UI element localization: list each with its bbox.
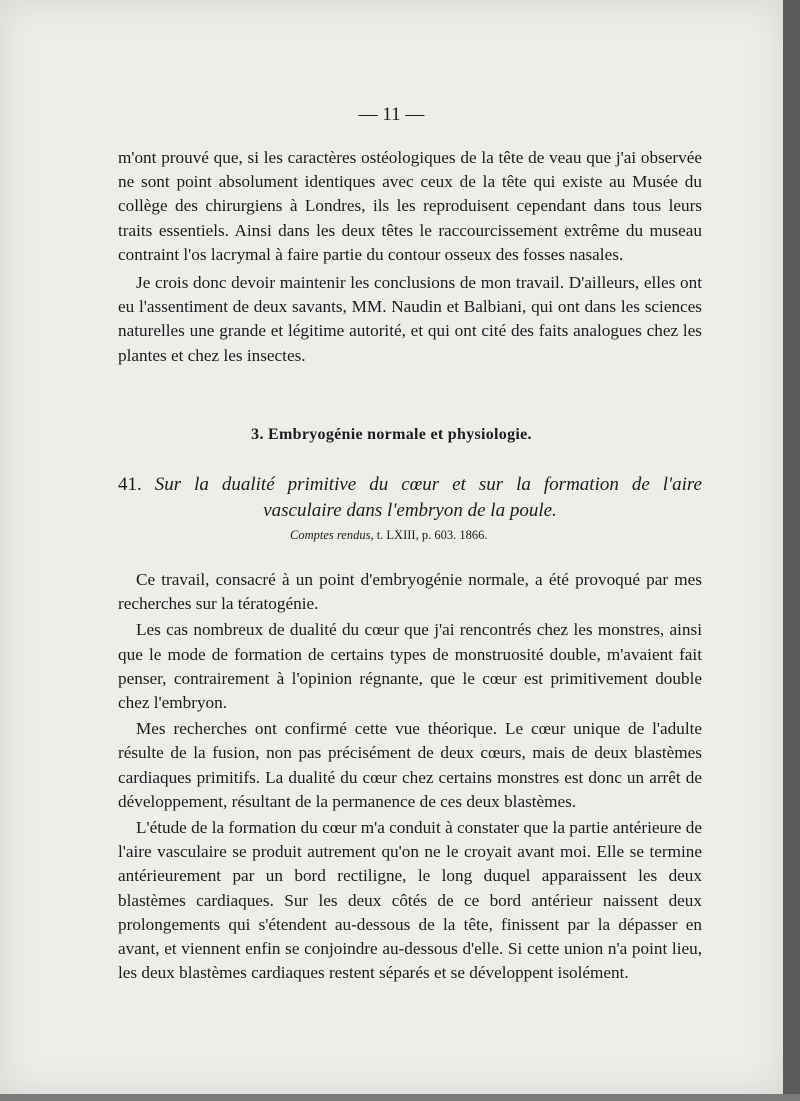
text-block-top bbox=[118, 146, 702, 368]
entry-title-line-2: vasculaire dans l'embryon de la poule. bbox=[263, 500, 557, 521]
section-title: 3. Embryogénie normale et physiologie. bbox=[251, 426, 532, 443]
page-edge-bottom bbox=[0, 1094, 800, 1101]
page-edge-right bbox=[783, 0, 800, 1101]
reference bbox=[290, 528, 487, 543]
paragraph-4: Les cas nombreux de dualité du cœur que j'ai rencontrés chez les monstres, ainsi que le mode de formation de certains types de monstruosité double, m'avaient fait penser, contrairement à l'opinion régnante, que le cœur est primitivement double chez l'embryon. bbox=[118, 620, 702, 713]
paragraph-6: L'étude de la formation du cœur m'a conduit à constater que la partie antérieure de l'aire vasculaire se produit autrement qu'on ne le croyait avant moi. Elle se termine antérieurement par un bord rectiligne, le long duquel apparaissent les deux blastèmes cardiaques. Sur les deux côtés de ce bord antérieur naissent deux prolongements qui s'étendent au-dessous de la tête, finissent par la dépasser en avant, et viennent enfin se conjoindre au-dessous d'elle. Si cette union n'a point lieu, les deux blastèmes cardiaques restent séparés et se développent isolément. bbox=[118, 818, 702, 983]
reference-journal: Comptes rendus bbox=[290, 528, 371, 542]
paragraph-5: Mes recherches ont confirmé cette vue théorique. Le cœur unique de l'adulte résulte de la fusion, non pas précisément de deux cœurs, mais de deux blastèmes cardiaques primitifs. La dualité du cœur chez certains monstres est donc un arrêt de développement, résultant de la permanence de ces deux blastèmes. bbox=[118, 719, 702, 811]
page-number: — 11 — bbox=[358, 104, 425, 125]
paragraph-2: Je crois donc devoir maintenir les conclusions de mon travail. D'ailleurs, elles ont eu l'assentiment de deux savants, MM. Naudin et Balbiani, qui ont dans les sciences naturelles une grande et légitime autorité, et qui ont cité des faits analogues chez les plantes et chez les insectes. bbox=[118, 273, 702, 365]
paragraph-3: Ce travail, consacré à un point d'embryogénie normale, a été provoqué par mes recherches sur la tératogénie. bbox=[118, 570, 702, 614]
text-block-bottom bbox=[118, 568, 702, 985]
entry-title-text-1: Sur la dualité primitive du cœur et sur la formation de l'aire bbox=[154, 474, 702, 495]
reference-details: , t. LXIII, p. 603. 1866. bbox=[370, 528, 488, 542]
entry-number: 41. bbox=[118, 474, 142, 495]
paragraph-1: m'ont prouvé que, si les caractères ostéologiques de la tête de veau que j'ai observée ne sont point absolument identiques avec ceux de la tête qui existe au Musée du collège des chirurgiens à Londres, ils les reproduisent cependant dans tous leurs traits essentiels. Ainsi dans les deux têtes le raccourcissement extrême du museau contraint l'os lacrymal à faire partie du contour osseux des fosses nasales. bbox=[118, 148, 702, 264]
entry-title-line-1 bbox=[118, 472, 702, 498]
entry-heading bbox=[118, 472, 702, 524]
